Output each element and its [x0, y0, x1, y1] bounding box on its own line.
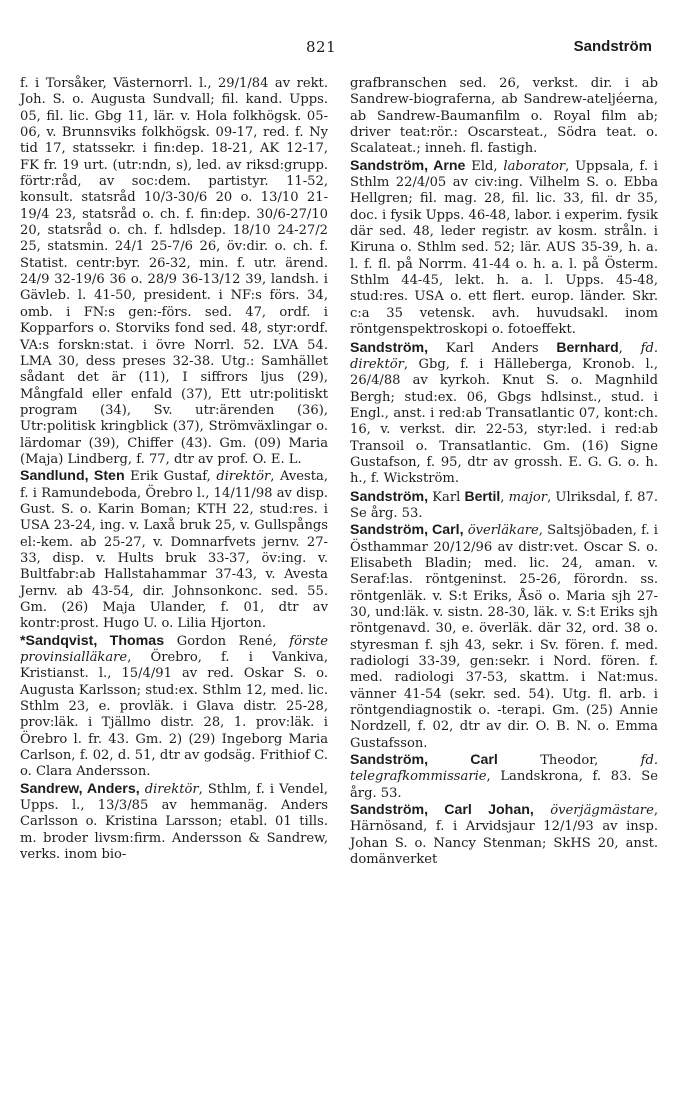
- entry-name: Sandström, Arne: [350, 157, 466, 174]
- entry-text: , Härnösand, f. i Arvidsjaur 12/1/93 av insp. Johan S. o. Nancy Stenman; SkHS 20, anst. domänverket: [350, 803, 658, 868]
- entry-occupation: fd. telegrafkommissarie: [350, 753, 658, 785]
- biography-entry: [350, 522, 658, 752]
- entry-given-names: [534, 803, 550, 818]
- running-head: Sandström: [573, 38, 652, 55]
- entry-text: , Sthlm, f. i Vendel, Upps. l., 13/3/85 av hemmanäg. Anders Carlsson o. Kristina Larsson; etabl. 01 tills. m. broder livsm:firm. Andersson & Sandrew, verks. inom bio-: [20, 781, 328, 863]
- biography-entry: Sandström, Karl Bertil, major, Ulriksdal, f. 87. Se årg. 53.: [350, 487, 659, 521]
- entry-text: , Uppsala, f. i Sthlm 22/4/05 av civ:ing. Vilhelm S. o. Ebba Hellgren; fil. mag. 28, fil. lic. 33, fil. dr 35, doc. i fysik Upps. 46-48, labor. i experim. fysik där sed. 48, leder registr. av kosm. stråln. i Kiruna o. Sthlm sed. 52; lär. AUS 35-39, h. a. l. f. fl. på Norrm. 41-44 o. h. a. l. på Österm. Sthlm 44-45, lekt. h. a. l. Upps. 45-48, stud:res. USA o. ett flert. europ. länder. Skr. c:a 35 vetensk. avh. huvudsakl. inom röntgenspektroskopi o. fotoeffekt.: [350, 158, 658, 338]
- biography-entry: [20, 781, 328, 864]
- entry-name: *Sandqvist, Thomas: [20, 632, 165, 649]
- biography-entry: [20, 468, 328, 632]
- entry-occupation: fd. direktör: [350, 340, 658, 372]
- entry-given-names: Karl: [428, 489, 465, 505]
- entry-continuation: [350, 76, 658, 158]
- entry-given-names: Erik Gustaf,: [124, 469, 217, 485]
- entry-occupation: överläkare: [467, 523, 539, 539]
- entry-text: , Örebro, f. i Vankiva, Kristianst. l., 15/4/91 av red. Oskar S. o. Augusta Karlsson; stud:ex. Sthlm 12, med. lic. Sthlm 23, e. provläk. i Glava distr. 25-28, prov:läk. i Tjällmo distr. 28, 1. prov:läk. i Örebro l. fr. 43. Gm. 2) (29) Ingeborg Maria Carlson, f. 02, d. 51, dtr av godsäg. Frithiof C. o. Clara Andersson.: [20, 650, 328, 780]
- entry-continuation: [20, 76, 328, 468]
- entry-name: Sandström,: [350, 339, 429, 356]
- right-column: [350, 76, 658, 869]
- biography-entry: [350, 158, 658, 339]
- entry-occupation: förste provinsialläkare: [20, 633, 328, 666]
- entry-text: , Avesta, f. i Ramundeboda, Örebro l., 14/11/98 av disp. Gust. S. o. Karin Boman; KTH 22, stud:res. i USA 23-24, ing. v. Laxå bruk 25, v. Gullspångs el:-kem. ab 25-27, v. Domnarfvets jernv. 27-33, disp. v. Hults bruk 33-37, öv:ing. v. Bultfabr:ab Hallstahammar 37-43, v. Avesta Jernv. ab 43-54, dir. Johnsonkonc. sed. 55. Gm. (26) Maja Ulander, f. 01, dtr av kontr:prost. Hugo U. o. Lilia Hjorton.: [20, 469, 328, 632]
- entry-called-name: Bertil: [464, 487, 501, 504]
- entry-text: , Ulriksdal, f. 87. Se årg. 53.: [350, 489, 659, 521]
- entry-given-names: Eld,: [465, 158, 504, 174]
- entry-name: Sandström,: [350, 488, 429, 505]
- biography-entry: [350, 802, 658, 868]
- entry-name: Sandström, Carl: [350, 752, 498, 769]
- left-column: [20, 76, 328, 864]
- entry-name: Sandlund, Sten: [20, 468, 125, 485]
- entry-text: , Gbg, f. i Hälleberga, Kronob. l., 26/4/88 av kyrkoh. Knut S. o. Magnhild Bergh; stud:ex. 06, Gbgs hdlsinst., stud. i Engl., anst. i red:ab Transatlantic 07, kont:ch. 16, v. verkst. dir. 22-53, styr:led. i red:ab Transoil o. Transatlantic. Gm. (16) Signe Gustafson, f. 95, dtr av grossh. E. G. G. o. h. h., f. Wickström.: [350, 356, 658, 487]
- entry-name: Sandström, Carl Johan,: [350, 802, 534, 819]
- biography-entry: [20, 633, 328, 781]
- entry-name: Sandström, Carl,: [350, 522, 464, 539]
- entry-given-names: Gordon René,: [164, 633, 290, 649]
- biography-entry: [350, 752, 658, 802]
- entry-occupation: direktör: [216, 469, 271, 485]
- page-header: [0, 38, 680, 64]
- entry-occupation: överjägmästare: [550, 803, 654, 819]
- entry-name: Sandrew, Anders,: [20, 780, 140, 797]
- entry-occupation: laborator: [503, 158, 566, 174]
- entry-called-name: Bernhard: [556, 338, 619, 355]
- entry-text: grafbranschen sed. 26, verkst. dir. i ab Sandrew-biograferna, ab Sandrew-ateljéerna, ab Sandrew-Baumanfilm o. Royal film ab; driver teat:rör.: Oscarsteat., Södra teat. o. Scalateat.; inneh. fl. fastigh.: [350, 76, 658, 157]
- entry-occupation: major: [508, 489, 548, 505]
- entry-text: , Saltsjöbaden, f. i Östhammar 20/12/96 av distr:vet. Oscar S. o. Elisabeth Bladin; med. lic. 24, aman. v. Seraf:las. röntgeninst. 25-26, förordn. ss. röntgenläk. v. S:t Eriks, Åsö o. Maria sjh 27-30, und:läk. v. sistn. 28-30, läk. v. S:t Eriks sjh röntgenavd. 30, e. överläk. där 32, ord. 38 o. styresman f. sjh 43, sekr. i Sv. fören. f. med. radiologi 33-39, gen:sekr. i Nord. fören. f. med. radiologi 37-53, skattm. i Nat:mus. vänner 41-54 (sekr. sed. 54). Utg. fl. arb. i röntgendiagnostik o. -terapi. Gm. (25) Annie Nordzell, f. 02, dtr av dir. O. B. N. o. Emma Gustafsson.: [350, 523, 658, 751]
- entry-occupation: direktör: [144, 781, 199, 797]
- page-number: 821: [306, 38, 337, 56]
- entry-text: f. i Torsåker, Västernorrl. l., 29/1/84 av rekt. Joh. S. o. Augusta Sundvall; fil. kand. Upps. 05, fil. lic. Gbg 11, lär. v. Hola folkhögsk. 05-06, v. Brunnsviks folkhögsk. 09-17, red. f. Ny tid 17, statssekr. i fin:dep. 18-21, AK 12-17, FK fr. 19 urt. (utr:ndn, s), led. av riksd:grupp. förtr:råd, av soc:dem. partistyr. 11-52, konsult. statsråd 10/3-30/6 20 o. 13/10 21-19/4 23, statsråd o. ch. f. fin:dep. 30/6-27/10 20, statsråd o. ch. f. hdlsdep. 18/10 24-27/2 25, statsmin. 24/1 25-7/6 26, öv:dir. o. ch. f. Statist. centr:byr. 26-32, min. f. utr. ärend. 24/9 32-19/6 36 o. 28/9 36-13/12 39, landsh. i Gävleb. l. 41-50, president. i NF:s förs. 34, omb. i FN:s gen:-förs. sed. 47, ordf. i Kopparfors o. Storviks fond sed. 48, styr:ordf. VA:s forskn:stat. i övre Norrl. 52. LVA 54. LMA 30, dess preses 32-38. Utg.: Samhället sådant det är (11), I siffrors ljus (29), Mångfald eller enfald (37), Ett utr:politiskt program (34), Sv. utr:ärenden (36), Utr:politisk kringblick (37), Strömväxlingar o. lärdomar (39), Chiffer (43). Gm. (09) Maria (Maja) Lindberg, f. 77, dtr av prof. O. E. L.: [20, 76, 328, 467]
- entry-text: , Landskrona, f. 83. Se årg. 53.: [350, 769, 658, 801]
- biography-entry: Sandström, Karl Anders Bernhard, fd. direktör, Gbg, f. i Hälleberga, Kronob. l., 26/4/88 av kyrkoh. Knut S. o. Magnhild Bergh; stud:ex. 06, Gbgs hdlsinst., stud. i Engl., anst. i red:ab Transatlantic 07, kont:ch. 16, v. verkst. dir. 22-53, styr:led. i red:ab Transoil o. Transatlantic. Gm. (16) Signe Gustafson, f. 95, dtr av grossh. E. G. G. o. h. h., f. Wickström.: [350, 338, 658, 487]
- entry-given-names: Karl Anders: [428, 340, 557, 356]
- entry-given-names: Theodor,: [497, 753, 641, 769]
